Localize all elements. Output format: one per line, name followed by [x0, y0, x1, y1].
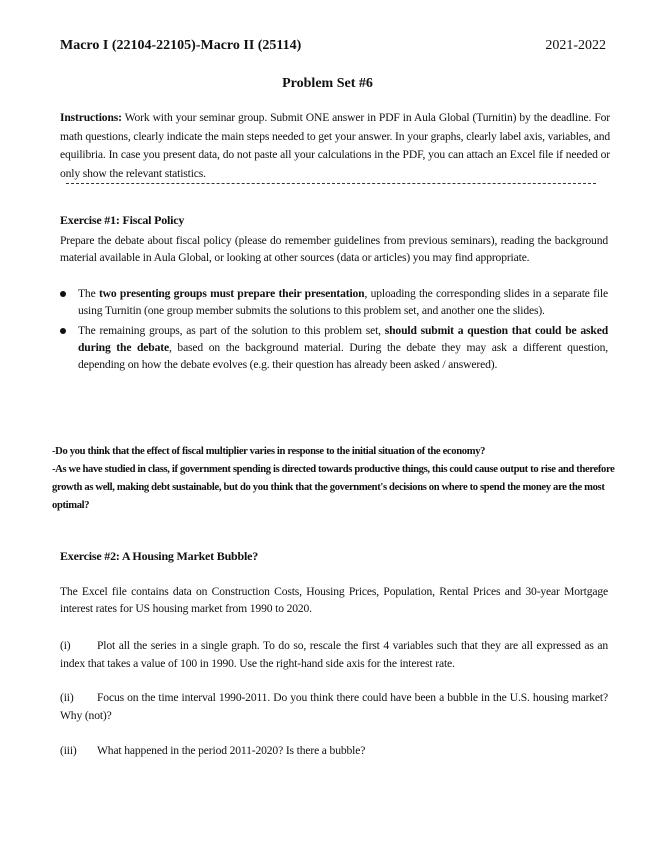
- exercise1-heading: Exercise #1: Fiscal Policy: [60, 213, 185, 227]
- bullet-bold-text: should submit a question that could be asked during the debate: [78, 323, 608, 354]
- exercise1-bullet-list: [60, 285, 608, 375]
- debate-question: -Do you think that the effect of fiscal multiplier varies in response to the initial situation of the economy?: [52, 446, 486, 457]
- bullet-bold-text: two presenting groups must prepare their presentation: [98, 287, 365, 300]
- debate-questions: [52, 443, 618, 515]
- bullet-icon: [60, 291, 66, 297]
- instructions-text: Work with your seminar group. Submit ONE answer in PDF in Aula Global (Turnitin) by the deadline. For math questions, clearly indicate the main steps needed to get your answer. In your graphs, clearly label axis, variables, and equilibria. In case you present data, do not paste all your calculations in the PDF, you can attach an Excel file if needed or only show the relevant statistics.: [60, 111, 610, 180]
- exercise2-item-iii: [60, 742, 608, 760]
- item-text: Plot all the series in a single graph. To do so, rescale the first 4 variables such that they are all expressed as an index that takes a value of 100 in 1990. Use the right-hand side axis for the interest rate.: [60, 639, 608, 670]
- debate-question: -As we have studied in class, if government spending is directed towards productive things, this could cause output to rise and therefore growth as well, making debt sustainable, but do you think that the government's decisions on where to spend the money are the most optimal?: [52, 464, 615, 511]
- bullet-icon: [60, 328, 66, 334]
- exercise2-heading: Exercise #2: A Housing Market Bubble?: [60, 549, 259, 563]
- list-item: [60, 285, 608, 320]
- dashed-divider: [66, 183, 596, 184]
- exercise2-item-ii: [60, 689, 608, 724]
- instructions-label: Instructions:: [60, 111, 122, 124]
- bullet-text: , uploading the corresponding slides in a separate file using Turnitin (one group member submits the solutions to this problem set, and another one the slides).: [78, 287, 608, 318]
- instructions-paragraph: [60, 109, 610, 183]
- bullet-text: The: [78, 287, 99, 300]
- page-title: Problem Set #6: [282, 76, 373, 91]
- page-header: [60, 38, 606, 54]
- exercise2-intro: The Excel file contains data on Construction Costs, Housing Prices, Population, Rental Prices and 30-year Mortgage interest rates for US housing market from 1990 to 2020.: [60, 585, 608, 616]
- exercise2-item-i: [60, 637, 608, 672]
- list-item: [60, 322, 608, 374]
- item-text: Focus on the time interval 1990-2011. Do you think there could have been a bubble in the U.S. housing market? Why (not)?: [60, 691, 608, 722]
- bullet-text: The remaining groups, as part of the solution to this problem set,: [78, 323, 385, 337]
- item-number: (ii): [60, 691, 74, 704]
- exercise1-intro: Prepare the debate about fiscal policy (please do remember guidelines from previous seminars), reading the background material available in Aula Global, or looking at other sources (data or articles) you may find appropriate.: [60, 234, 608, 265]
- item-number: (iii): [60, 744, 77, 757]
- item-number: (i): [60, 639, 71, 652]
- academic-year: 2021-2022: [545, 38, 606, 53]
- bullet-text: , based on the background material. During the debate they may ask a different question, depending on how the debate evolves (e.g. their question has already been asked / answered).: [78, 340, 608, 372]
- course-title: Macro I (22104-22105)-Macro II (25114): [60, 38, 302, 53]
- item-text: What happened in the period 2011-2020? Is there a bubble?: [97, 744, 366, 757]
